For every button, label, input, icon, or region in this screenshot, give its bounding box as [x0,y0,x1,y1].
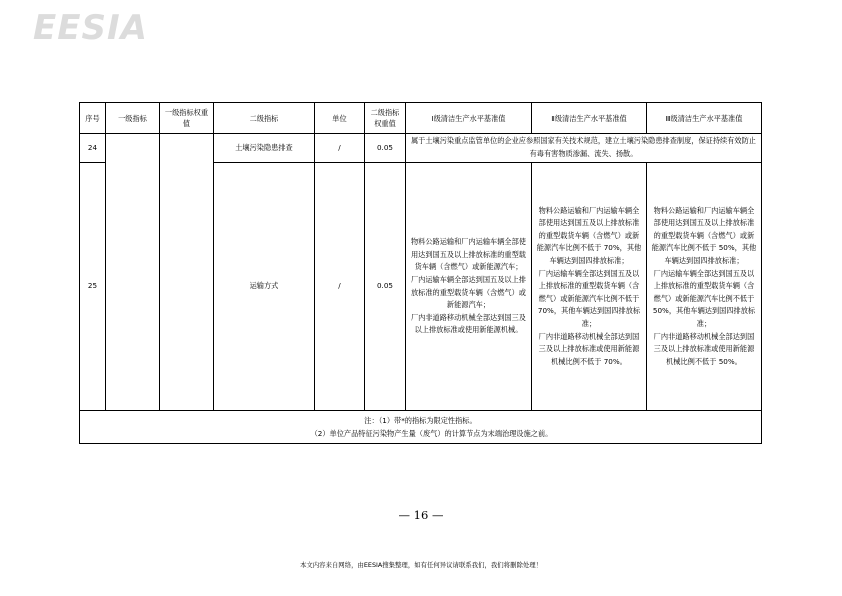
row25-weight: 0.05 [365,163,406,411]
header-unit: 单位 [315,103,365,134]
header-grade2: Ⅱ级清洁生产水平基准值 [532,103,647,134]
grade3-paragraph: 厂内运输车辆全部达到国五及以上排放标准的重型载货车辆（含燃气）或新能源汽车比例不低于 50%，其他车辆达到国四排放标准； [652,268,756,328]
indicator-table [79,102,762,444]
grade1-paragraph: 厂内非道路移动机械全部达到国三及以上排放标准或使用新能源机械。 [410,312,526,335]
row24-no: 24 [80,134,106,163]
grade2-paragraph: 物料公路运输和厂内运输车辆全部使用达到国五及以上排放标准的重型载货车辆（含燃气）或新能源汽车比例不低于 70%，其他车辆达到国四排放标准； [536,205,642,266]
header-level2: 二级指标 [214,103,315,134]
eesia-watermark: EESIA [33,8,148,48]
grade3-paragraph: 厂内非道路移动机械全部达到国三及以上排放标准或使用新能源机械比例不低于 50%。 [653,331,755,366]
note-2: （2）单位产品特征污染物产生量（废气）的计算节点为末端治理设施之前。 [310,429,553,438]
row24-weight: 0.05 [365,134,406,163]
header-grade1: Ⅰ级清洁生产水平基准值 [406,103,532,134]
header-level2-weight: 二级指标权重值 [365,103,406,134]
grade2-paragraph: 厂内非道路移动机械全部达到国三及以上排放标准或使用新能源机械比例不低于 70%。 [538,331,640,366]
row25-level2: 运输方式 [214,163,315,411]
header-no: 序号 [80,103,106,134]
note-1: 注：（1）带*的指标为限定性指标。 [364,416,477,425]
row25-grade2 [532,163,647,411]
header-level1-weight: 一级指标权重值 [160,103,214,134]
level1-cell [106,134,160,411]
level1-weight-cell [160,134,214,411]
row25-no: 25 [80,163,106,411]
header-grade3: Ⅲ级清洁生产水平基准值 [647,103,762,134]
header-level1: 一级指标 [106,103,160,134]
table-row [80,134,762,163]
row25-grade1 [406,163,532,411]
table-notes-row [80,411,762,444]
row25-unit: / [315,163,365,411]
grade1-paragraph: 厂内运输车辆全部达到国五及以上排放标准的重型载货车辆（含燃气）或新能源汽车； [410,274,526,310]
table-notes [80,411,762,444]
row25-grade3 [647,163,762,411]
footer-disclaimer: 本文内容来自网络，由EESIA搜集整理，如有任何异议请联系我们，我们将删除处理！ [299,561,543,569]
row24-level2: 土壤污染隐患排查 [214,134,315,163]
grade2-paragraph: 厂内运输车辆全部达到国五及以上排放标准的重型载货车辆（含燃气）或新能源汽车比例不低于 70%，其他车辆达到国四排放标准； [537,268,641,328]
grade1-paragraph: 物料公路运输和厂内运输车辆全部使用达到国五及以上排放标准的重型载货车辆（含燃气）或新能源汽车； [410,237,526,272]
row24-requirement: 属于土壤污染重点监管单位的企业应参照国家有关技术规范，建立土壤污染隐患排查制度，保证持续有效防止有毒有害物质渗漏、流失、扬散。 [406,134,762,163]
table-header-row [80,103,762,134]
row24-unit: / [315,134,365,163]
page-number: — 16 — [398,508,444,522]
grade3-paragraph: 物料公路运输和厂内运输车辆全部使用达到国五及以上排放标准的重型载货车辆（含燃气）或新能源汽车比例不低于 50%，其他车辆达到国四排放标准； [651,205,757,266]
